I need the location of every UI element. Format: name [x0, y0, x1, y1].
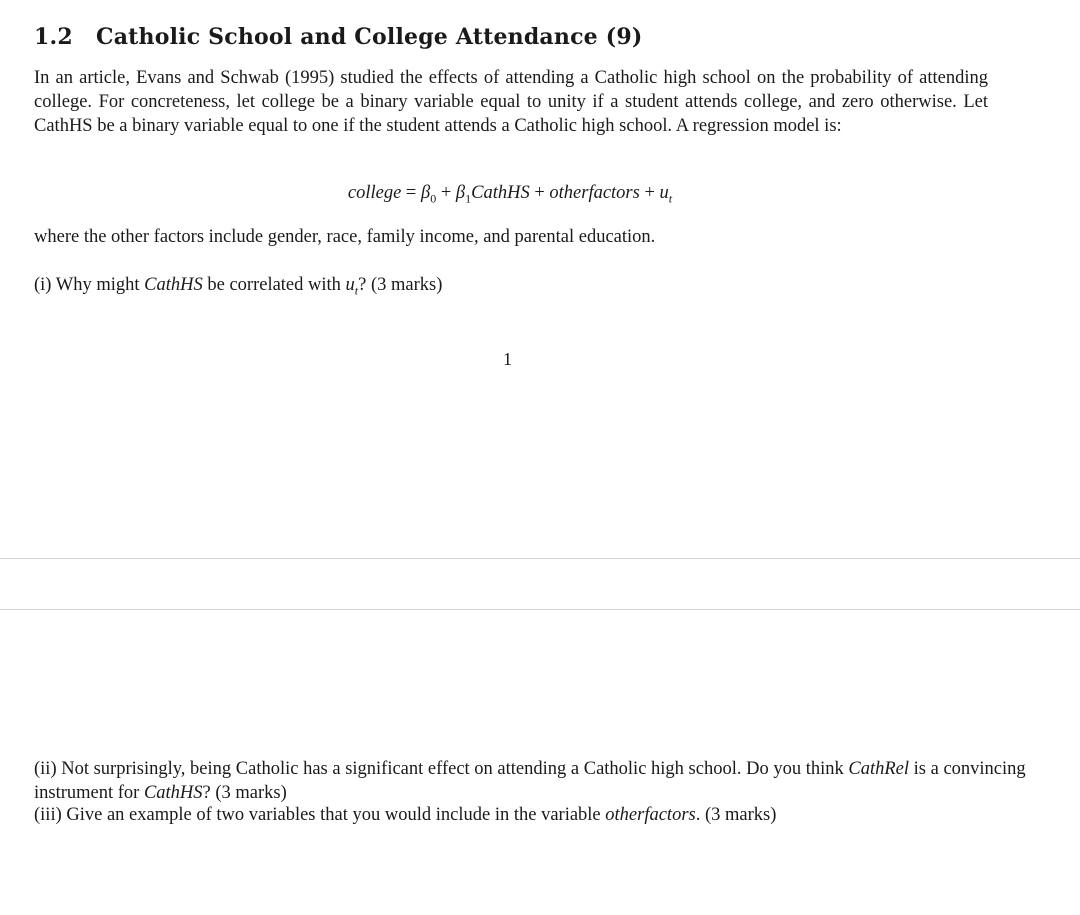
equation-plus-1: + — [436, 183, 456, 203]
equation-plus-3: + — [639, 183, 660, 203]
question-3-var: otherfactors — [605, 805, 696, 825]
equation-plus-2: + — [529, 183, 550, 203]
section-number: 1.2 — [34, 24, 73, 50]
equation-var-cathhs: CathHS — [471, 183, 530, 203]
question-2 — [34, 757, 1034, 805]
where-sentence: where the other factors include gender, race, family income, and parental education. — [34, 227, 656, 247]
equation-equals: = — [401, 183, 421, 203]
question-3-text-1: (iii) Give an example of two variables that you would include in the variable — [34, 805, 606, 825]
question-3-text-2: . (3 marks) — [695, 805, 777, 825]
equation-error-term: u — [659, 183, 669, 203]
section-title: Catholic School and College Attendance (9) — [96, 24, 643, 50]
equation-beta1-sub: 1 — [465, 191, 472, 206]
question-2-var-cathhs: CathHS — [143, 783, 203, 803]
question-1-error-term: u — [345, 275, 355, 295]
question-1-prefix: (i) Why might — [34, 275, 145, 295]
equation-beta0: β — [420, 183, 431, 203]
page-break-divider-top — [0, 558, 1080, 559]
question-1-var: CathHS — [144, 275, 203, 295]
question-1 — [34, 275, 442, 299]
section-heading — [34, 24, 642, 50]
page-number: 1 — [503, 349, 512, 369]
equation-beta0-sub: 0 — [430, 191, 437, 206]
question-1-middle: be correlated with — [202, 275, 346, 295]
question-2-text-3: ? (3 marks) — [202, 783, 287, 803]
equation-beta1: β — [455, 183, 466, 203]
question-3 — [34, 805, 776, 826]
question-2-text-1: (ii) Not surprisingly, being Catholic has a significant effect on attending a Catholic high school. Do you think — [34, 759, 849, 779]
equation-lhs: college — [347, 183, 402, 203]
question-2-text-2: is a convincing instrument for — [34, 759, 1026, 803]
question-2-var-cathrel: CathRel — [848, 759, 910, 779]
intro-paragraph: In an article, Evans and Schwab (1995) studied the effects of attending a Catholic high school on the probability of attending college. For concreteness, let college be a binary variable equal to unity if a student attends college, and zero otherwise. Let CathHS be a binary variable equal to one if the student attends a Catholic high school. A regression model is: — [34, 68, 988, 136]
question-1-suffix: ? (3 marks) — [358, 275, 443, 295]
regression-equation — [0, 183, 1020, 207]
question-1-error-sub: t — [354, 283, 359, 298]
equation-var-otherfactors: otherfactors — [549, 183, 640, 203]
equation-error-sub: t — [668, 191, 673, 206]
page-break-divider-bottom — [0, 609, 1080, 610]
